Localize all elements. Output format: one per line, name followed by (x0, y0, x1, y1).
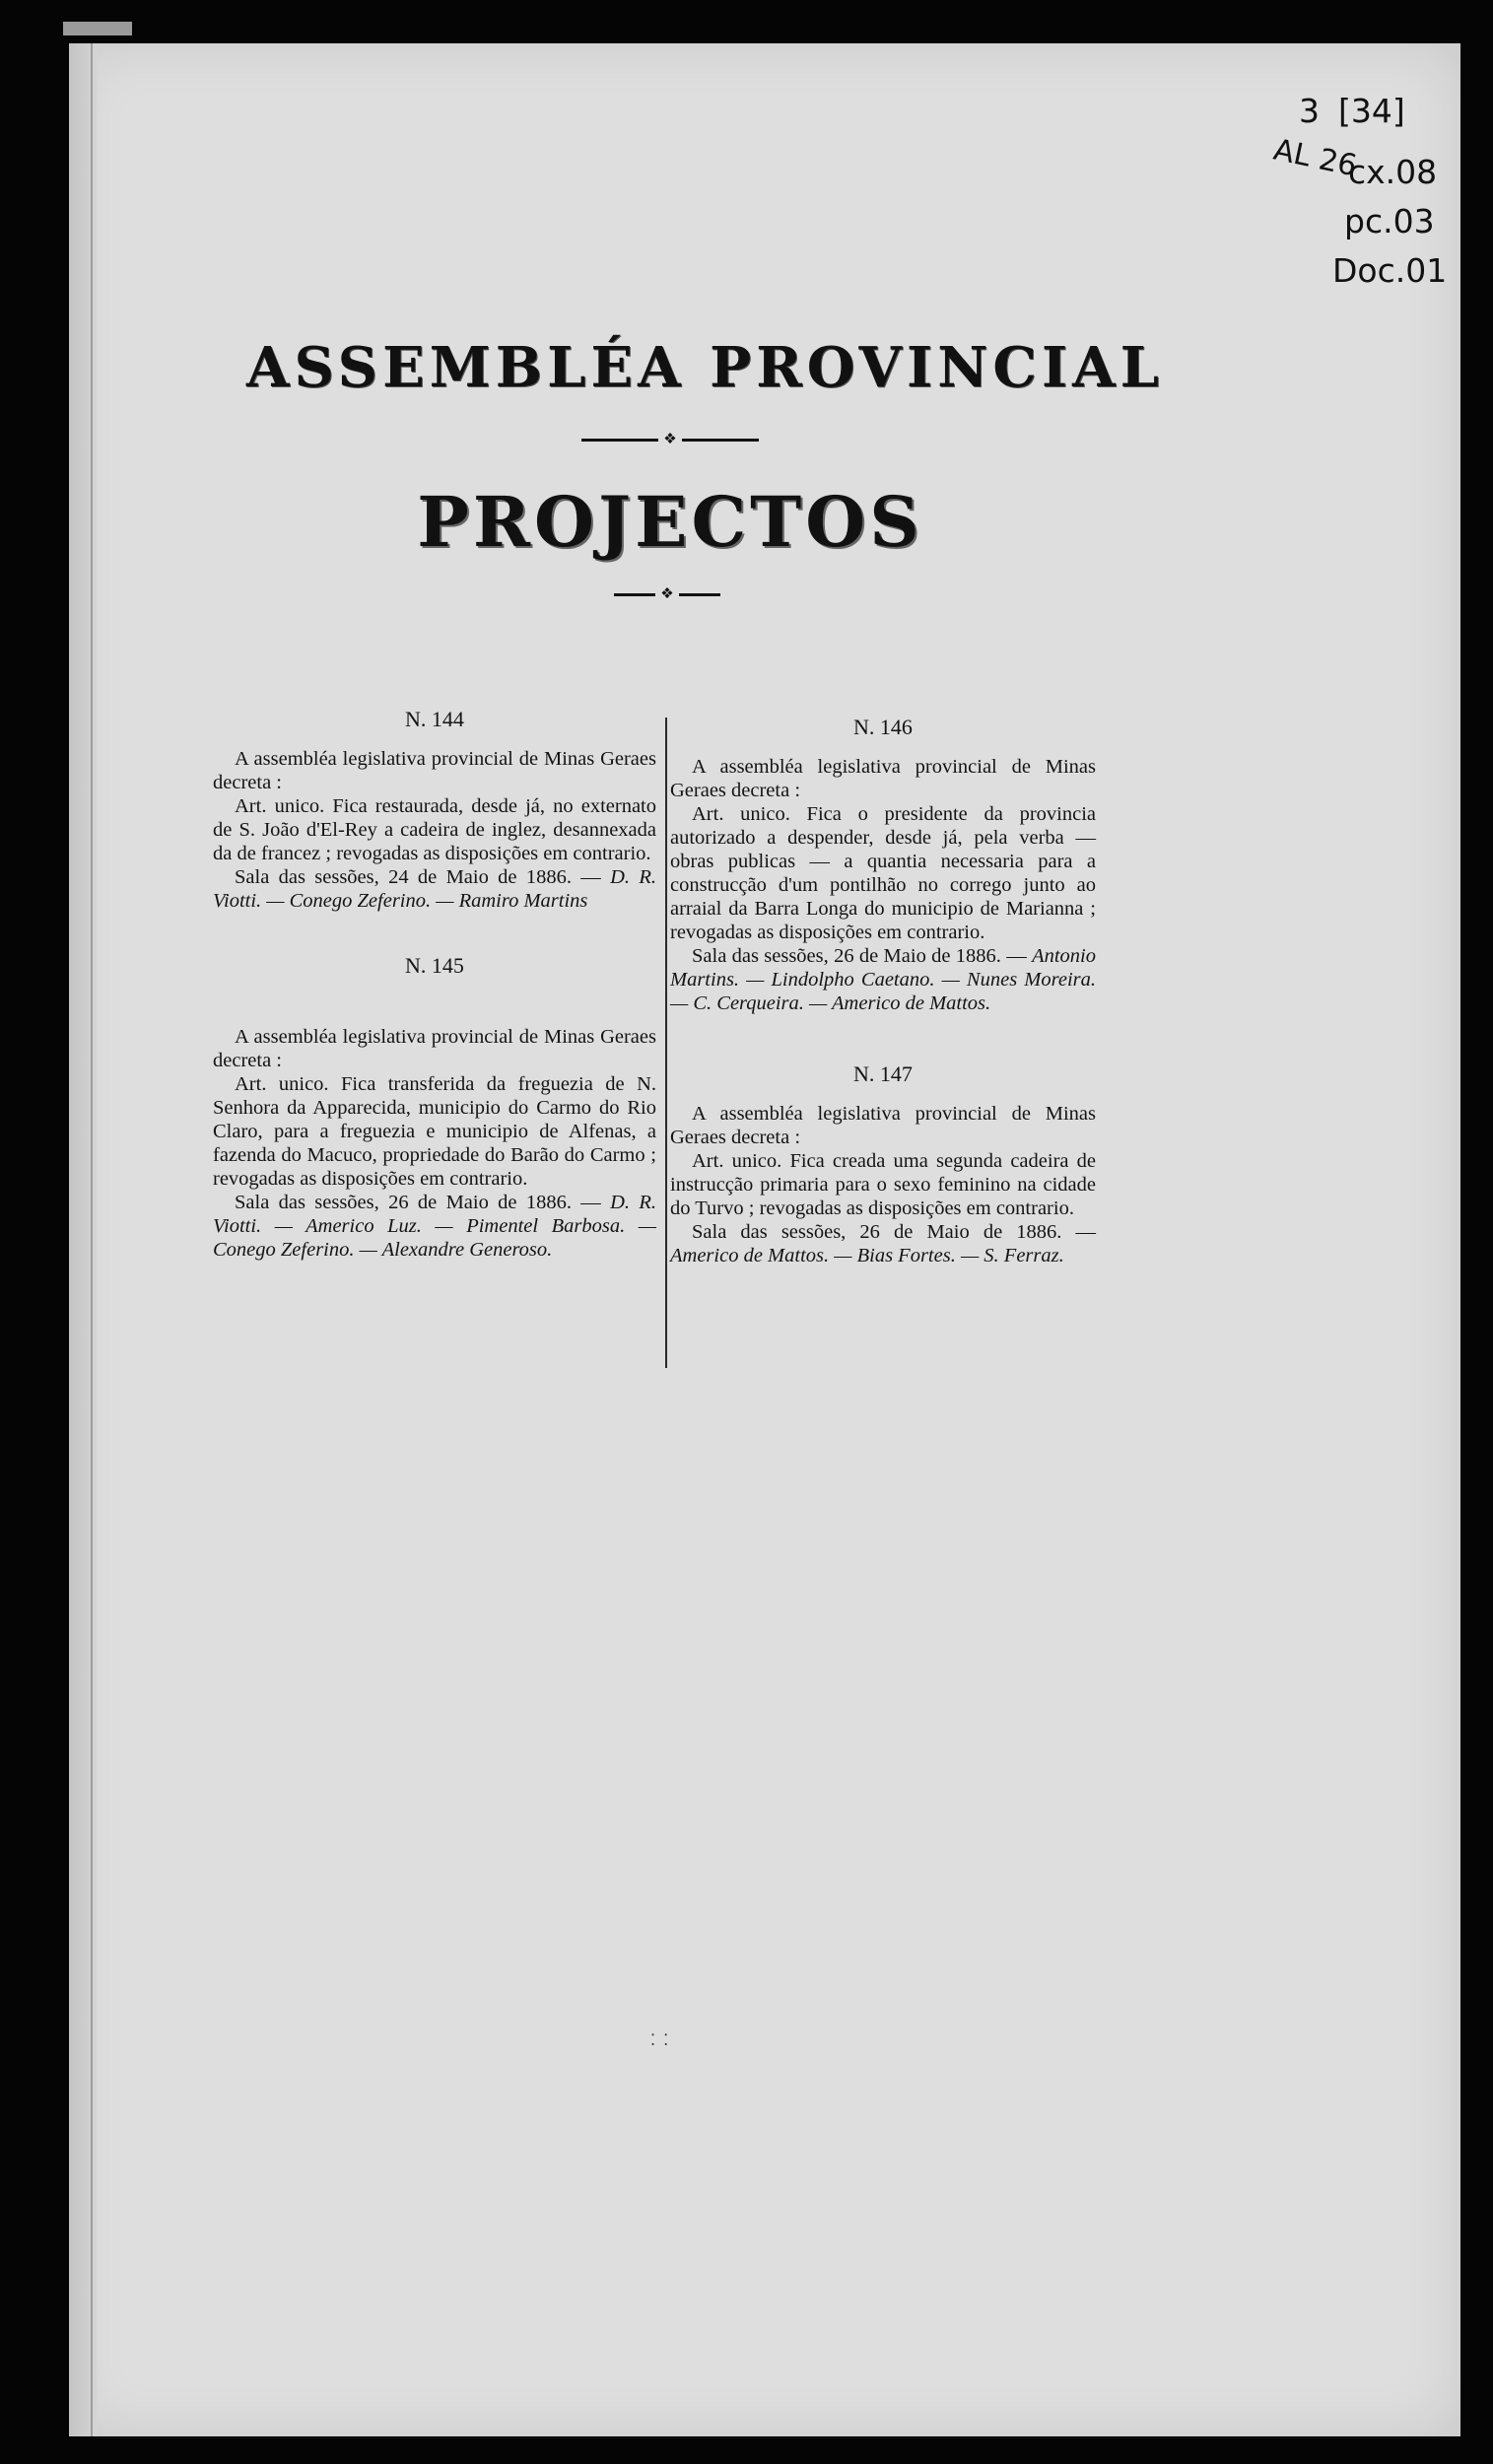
project-lead: A assembléa legislativa provincial de Minas Geraes decreta : (213, 1026, 656, 1071)
binding-line (91, 43, 93, 2436)
project-signatures: Sala das sessões, 26 de Maio de 1886. — Antonio Martins. — Lindolpho Caetano. — Nunes Moreira. — C. Cerqueira. — Americo de Mattos. (670, 945, 1097, 1014)
project-lead: A assembléa legislativa provincial de Minas Geraes decreta : (213, 748, 656, 793)
title-ornament: ❖ (572, 434, 769, 445)
clip-stub (63, 22, 132, 35)
project-article: Art. unico. Fica o presidente da provincia autorizado a despender, desde já, pela verba — obras publicas — a quantia necessaria para a construcção d'um pontilhão no corrego junto ao arraial da Barra Longa do municipio de Marianna ; revogadas as disposições em contrario. (670, 803, 1096, 943)
project-article: Art. unico. Fica creada uma segunda cadeira de instrucção primaria para o sexo feminino na cidade do Turvo ; revogadas as disposições em contrario. (670, 1150, 1096, 1219)
project-article: Art. unico. Fica restaurada, desde já, no externato de S. João d'El-Rey a cadeira de inglez, desannexada da de francez ; revogadas as disposições em contrario. (213, 795, 656, 864)
paper-specks: ⁚ ⁚ (650, 2032, 671, 2049)
page-title: ASSEMBLÉA PROVINCIAL (246, 335, 1164, 400)
project-lead: A assembléa legislativa provincial de Minas Geraes decreta : (670, 1103, 1096, 1148)
section-ornament: ❖ (603, 588, 731, 600)
archive-note-box: cx.08 (1348, 153, 1438, 191)
project-number: N. 146 (853, 715, 913, 739)
project-number: N. 144 (405, 707, 464, 731)
archive-note-folder: pc.03 (1344, 202, 1435, 240)
section-title: PROJECTOS (417, 481, 923, 563)
project-signatures: Sala das sessões, 26 de Maio de 1886. — D. R. Viotti. — Americo Luz. — Pimentel Barbosa. — Conego Zeferino. — Alexandre Generoso. (213, 1192, 657, 1261)
right-column (670, 716, 1096, 1267)
project-147 (670, 1062, 1096, 1267)
archive-note-number: 3 (1299, 92, 1320, 130)
left-column (213, 708, 656, 1262)
project-144 (213, 708, 656, 913)
archive-note-doc: Doc.01 (1332, 251, 1448, 290)
project-lead: A assembléa legislativa provincial de Minas Geraes decreta : (670, 756, 1096, 801)
archive-note-bracket: [34] (1338, 92, 1405, 130)
project-signatures: Sala das sessões, 24 de Maio de 1886. — D. R. Viotti. — Conego Zeferino. — Ramiro Martins (213, 866, 657, 912)
project-145 (213, 954, 656, 1262)
column-divider (665, 718, 667, 1368)
project-signatures: Sala das sessões, 26 de Maio de 1886. — Americo de Mattos. — Bias Fortes. — S. Ferraz. (670, 1221, 1096, 1266)
project-number: N. 147 (853, 1061, 913, 1086)
archive-note-prefix: AL 26 (1270, 132, 1360, 184)
project-number: N. 145 (405, 953, 464, 978)
project-146 (670, 716, 1096, 1015)
project-article: Art. unico. Fica transferida da freguezia de N. Senhora da Apparecida, municipio do Carmo do Rio Claro, para a freguezia e municipio de Alfenas, a fazenda do Macuco, propriedade do Barão do Carmo ; revogadas as disposições em contrario. (213, 1073, 656, 1190)
